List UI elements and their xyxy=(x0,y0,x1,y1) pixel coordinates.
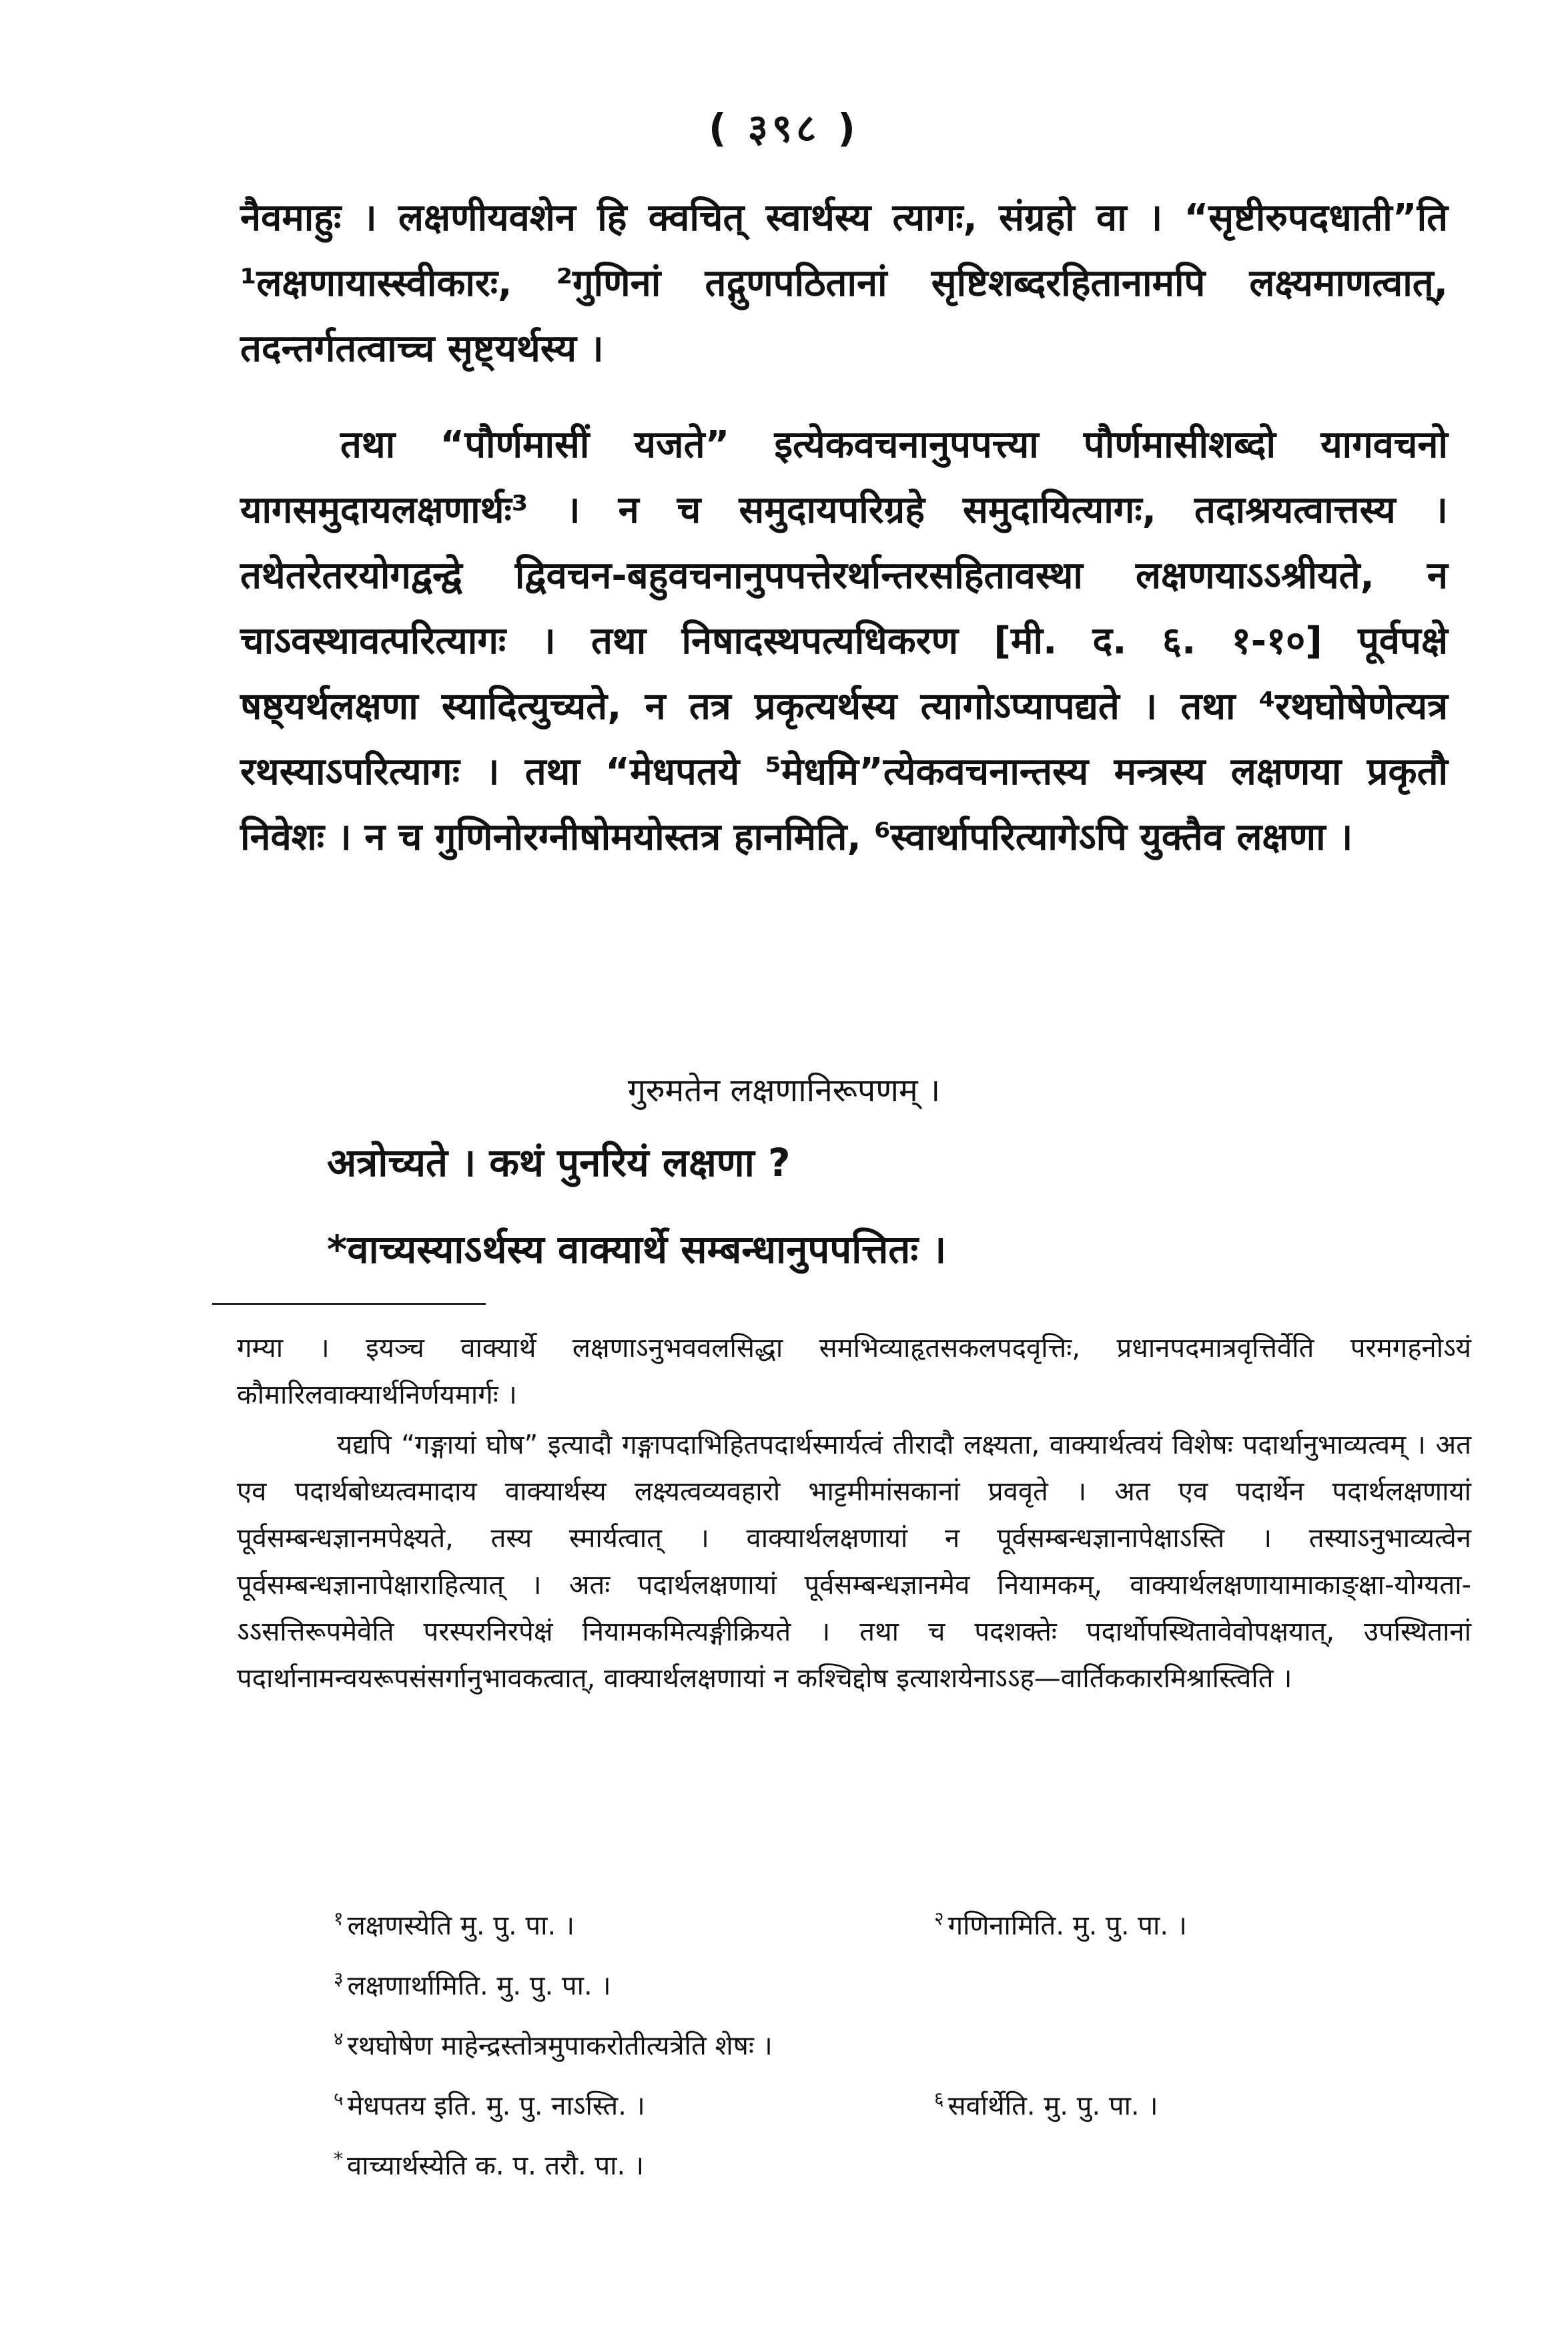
note-marker: ६ xyxy=(934,2088,944,2110)
note-text: गणिनामिति. मु. पु. पा. । xyxy=(947,1910,1187,1942)
sutra-line: *वाच्यस्याऽर्थस्य वाक्यार्थे सम्बन्धानुपपत्तितः । xyxy=(327,1227,947,1272)
note-marker: १ xyxy=(334,1908,344,1930)
note-text: रथघोषेण माहेन्द्रस्तोत्रमुपाकरोतीत्यत्रेति शेषः । xyxy=(347,2030,773,2062)
variant-note xyxy=(334,2086,645,2122)
variant-note xyxy=(334,1966,611,2002)
note-text: वाच्यार्थस्येति क. प. तरौ. पा. । xyxy=(347,2150,645,2181)
note-text: मेधपतय इति. मु. पु. नाऽस्ति. । xyxy=(347,2090,645,2122)
section-heading: गुरुमतेन लक्षणानिरूपणम् । xyxy=(627,1072,941,1109)
page-number: ( ३९८ ) xyxy=(709,105,859,151)
variant-note xyxy=(334,2026,773,2062)
paragraph-2 xyxy=(240,412,1448,870)
footnote-commentary-2 xyxy=(237,1422,1471,1702)
variant-note xyxy=(334,1906,574,1942)
note-row xyxy=(334,2146,1468,2206)
note-row xyxy=(334,1906,1468,1966)
variant-note xyxy=(934,1906,1187,1942)
note-marker: ५ xyxy=(334,2088,344,2110)
question-line: अत्रोच्यते । कथं पुनरियं लक्षणा ? xyxy=(327,1140,791,1185)
note-marker: ४ xyxy=(334,2028,344,2050)
variant-notes xyxy=(334,1906,1468,2206)
note-marker: २ xyxy=(934,1908,944,1930)
paragraph-1 xyxy=(240,186,1448,382)
note-text: लक्षणार्थामिति. मु. पु. पा. । xyxy=(347,1970,611,2002)
note-row xyxy=(334,2026,1468,2086)
footnote-commentary-1-text: गम्या । इयञ्च वाक्यार्थे लक्षणाऽनुभववलसिद्धा समभिव्याहृतसकलपदवृत्तिः, प्रधानपदमात्रवृत्तिर्वेति परमगहनोऽयं कौमारिलवाक्यार्थनिर्णयमार्गः । xyxy=(237,1333,1471,1410)
note-row xyxy=(334,1966,1468,2026)
variant-note xyxy=(334,2146,644,2182)
paragraph-1-text: नैवमाहुः । लक्षणीयवशेन हि क्वचित् स्वार्थस्य त्यागः, संग्रहो वा । “सृष्टीरुपदधाती”ति ¹लक्षणायास्स्वीकारः, ²गुणिनां तद्गुणपठितानां सृष्टिशब्दरहितानामपि लक्ष्यमाणत्वात्, तदन्तर्गतत्वाच्च सृष्ट्यर्थस्य । xyxy=(240,196,1448,370)
footnote-commentary-2-text: यद्यपि “गङ्गायां घोष” इत्यादौ गङ्गापदाभिहितपदार्थस्मार्यत्वं तीरादौ लक्ष्यता, वाक्यार्थत्वयं विशेषः पदार्थानुभाव्यत्वम् । अत एव पदार्थबोध्यत्वमादाय वाक्यार्थस्य लक्ष्यत्वव्यवहारो भाट्टमीमांसकानां प्रववृते । अत एव पदार्थेन पदार्थलक्षणायां पूर्वसम्बन्धज्ञानमपेक्ष्यते, तस्य स्मार्यत्वात् । वाक्यार्थलक्षणायां न पूर्वसम्बन्धज्ञानापेक्षाऽस्ति । तस्याऽनुभाव्यत्वेन पूर्वसम्बन्धज्ञानापेक्षाराहित्यात् । अतः पदार्थलक्षणायां पूर्वसम्बन्धज्ञानमेव नियामकम्, वाक्यार्थलक्षणायामाकाङ्क्षा-योग्यता-ऽऽसत्तिरूपमेवेति परस्परनिरपेक्षं नियामकमित्यङ्गीक्रियते । तथा च पदशक्तेः पदार्थोपस्थितावेवोपक्षयात्, उपस्थितानां पदार्थानामन्वयरूपसंसर्गानुभावकत्वात्, वाक्यार्थलक्षणायां न कश्चिद्दोष इत्याशयेनाऽऽह—वार्तिककारमिश्रास्त्विति । xyxy=(237,1430,1471,1694)
note-marker: ३ xyxy=(334,1968,344,1990)
note-row xyxy=(334,2086,1468,2146)
note-text: सर्वार्थेति. मु. पु. पा. । xyxy=(947,2090,1158,2122)
paragraph-2-text: तथा “पौर्णमासीं यजते” इत्येकवचनानुपपत्त्या पौर्णमासीशब्दो यागवचनो यागसमुदायलक्षणार्थः³ । न च समुदायपरिग्रहे समुदायित्यागः, तदाश्रयत्वात्तस्य । तथेतरेतरयोगद्वन्द्वे द्विवचन-बहुवचनानुपपत्तेरर्थान्तरसहितावस्था लक्षणयाऽऽश्रीयते, न चाऽवस्थावत्परित्यागः । तथा निषादस्थपत्यधिकरण [मी. द. ६. १-१०] पूर्वपक्षे षष्ठ्यर्थलक्षणा स्यादित्युच्यते, न तत्र प्रकृत्यर्थस्य त्यागोऽप्यापद्यते । तथा ⁴रथघोषेणेत्यत्र रथस्याऽपरित्यागः । तथा “मेधपतये ⁵मेधमि”त्येकवचनान्तस्य मन्त्रस्य लक्षणया प्रकृतौ निवेशः । न च गुणिनोरग्नीषोमयोस्तत्र हानमिति, ⁶स्वार्थापरित्यागेऽपि युक्तैव लक्षणा । xyxy=(240,423,1448,859)
note-marker: * xyxy=(334,2147,343,2170)
note-text: लक्षणस्येति मु. पु. पा. । xyxy=(347,1910,575,1942)
variant-note xyxy=(934,2086,1158,2122)
footnote-divider xyxy=(212,1303,486,1305)
footnote-commentary-1 xyxy=(237,1325,1471,1418)
